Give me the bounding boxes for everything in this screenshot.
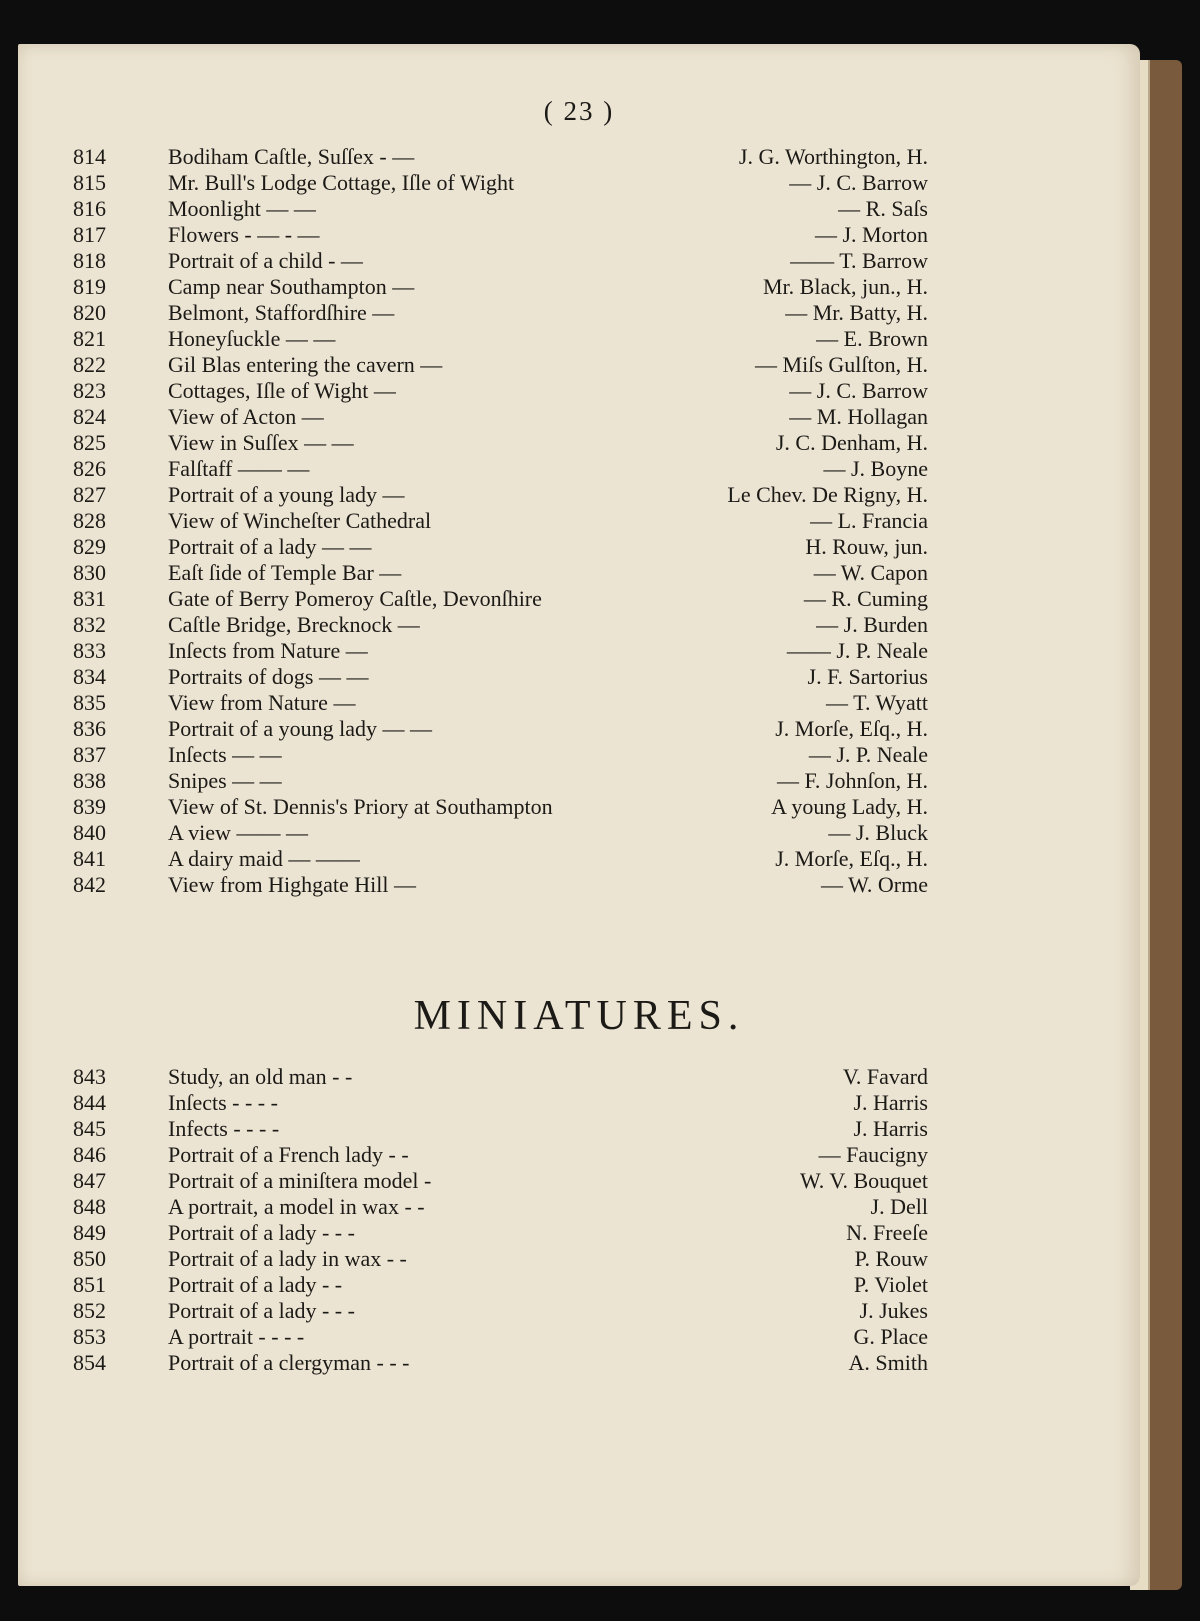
list-item — [73, 534, 928, 560]
entry-artist: — Mr. Batty, H. — [785, 300, 928, 325]
entry-title: Gil Blas entering the cavern — — [168, 352, 443, 377]
entry-number: 849 — [73, 1220, 106, 1245]
list-item — [73, 144, 928, 170]
entry-artist: J. F. Sartorius — [807, 664, 928, 689]
entry-number: 846 — [73, 1142, 106, 1167]
list-item — [73, 612, 928, 638]
entry-artist: — Miſs Gulſton, H. — [755, 352, 928, 377]
list-item — [73, 1194, 928, 1220]
entry-artist: — F. Johnſon, H. — [776, 768, 928, 793]
exhibition-list — [73, 144, 928, 898]
list-item — [73, 690, 928, 716]
entry-number: 819 — [73, 274, 106, 299]
list-item — [73, 508, 928, 534]
list-item — [73, 404, 928, 430]
entry-number: 829 — [73, 534, 106, 559]
list-item — [73, 222, 928, 248]
entry-number: 836 — [73, 716, 106, 741]
entry-number: 851 — [73, 1272, 106, 1297]
entry-title: Belmont, Staffordſhire — — [168, 300, 395, 325]
list-item — [73, 248, 928, 274]
entry-title: A view —— — — [168, 820, 308, 845]
entry-title: Portrait of a lady — — — [168, 534, 372, 559]
entry-artist: P. Violet — [853, 1272, 928, 1297]
entry-artist: V. Favard — [842, 1064, 928, 1089]
list-item — [73, 742, 928, 768]
entry-number: 824 — [73, 404, 106, 429]
list-item — [73, 456, 928, 482]
entry-title: A dairy maid — —— — [168, 846, 360, 871]
list-item — [73, 1064, 928, 1090]
entry-number: 828 — [73, 508, 106, 533]
list-item — [73, 664, 928, 690]
entry-artist: J. Dell — [870, 1194, 928, 1219]
entry-artist: — M. Hollagan — [789, 404, 928, 429]
list-item — [73, 378, 928, 404]
entry-title: Portrait of a lady - - - — [168, 1298, 355, 1323]
entry-title: Infects - - - - — [168, 1116, 280, 1141]
entry-number: 827 — [73, 482, 106, 507]
entry-number: 833 — [73, 638, 106, 663]
list-item — [73, 586, 928, 612]
entry-title: Portrait of a clergyman - - - — [168, 1350, 410, 1375]
list-item — [73, 716, 928, 742]
entry-number: 837 — [73, 742, 106, 767]
entry-title: Inſects from Nature — — [168, 638, 368, 663]
entry-title: View of St. Dennis's Priory at Southampton — [168, 794, 553, 819]
entry-artist: — J. C. Barrow — [789, 378, 928, 403]
entry-artist: — J. Boyne — [823, 456, 928, 481]
entry-title: Falſtaff —— — — [168, 456, 310, 481]
entry-artist: A young Lady, H. — [771, 794, 928, 819]
list-item — [73, 1272, 928, 1298]
entry-number: 820 — [73, 300, 106, 325]
entry-title: A portrait - - - - — [168, 1324, 305, 1349]
entry-title: Portrait of a lady in wax - - — [168, 1246, 407, 1271]
miniatures-list — [73, 1064, 928, 1376]
entry-number: 821 — [73, 326, 106, 351]
entry-title: Gate of Berry Pomeroy Caſtle, Devonſhire — [168, 586, 542, 611]
entry-artist: — W. Orme — [821, 872, 928, 897]
entry-artist: J. Morſe, Eſq., H. — [775, 716, 928, 741]
entry-title: Study, an old man - - — [168, 1064, 353, 1089]
entry-artist: J. Harris — [853, 1116, 928, 1141]
entry-artist: A. Smith — [848, 1350, 928, 1375]
entry-number: 844 — [73, 1090, 106, 1115]
entry-title: Camp near Southampton — — [168, 274, 415, 299]
entry-number: 845 — [73, 1116, 106, 1141]
entry-artist: —— J. P. Neale — [786, 638, 928, 663]
list-item — [73, 430, 928, 456]
entry-title: View from Highgate Hill — — [168, 872, 416, 897]
entry-number: 847 — [73, 1168, 106, 1193]
list-item — [73, 482, 928, 508]
entry-number: 834 — [73, 664, 106, 689]
entry-artist: J. Jukes — [859, 1298, 928, 1323]
entry-artist: Mr. Black, jun., H. — [763, 274, 928, 299]
entry-number: 815 — [73, 170, 106, 195]
entry-number: 840 — [73, 820, 106, 845]
entry-number: 814 — [73, 144, 106, 169]
list-item — [73, 196, 928, 222]
entry-artist: W. V. Bouquet — [800, 1168, 928, 1193]
entry-title: Mr. Bull's Lodge Cottage, Iſle of Wight — [168, 170, 515, 195]
entry-number: 822 — [73, 352, 106, 377]
entry-artist: — R. Saſs — [838, 196, 928, 221]
entry-artist: — J. Morton — [814, 222, 928, 247]
entry-artist: — W. Capon — [813, 560, 928, 585]
page-number: ( 23 ) — [543, 96, 615, 126]
entry-number: 852 — [73, 1298, 106, 1323]
list-item — [73, 872, 928, 898]
entry-number: 835 — [73, 690, 106, 715]
entry-artist: P. Rouw — [854, 1246, 928, 1271]
list-item — [73, 1220, 928, 1246]
entry-number: 853 — [73, 1324, 106, 1349]
list-item — [73, 560, 928, 586]
entry-artist: G. Place — [853, 1324, 928, 1349]
entry-number: 830 — [73, 560, 106, 585]
entry-title: Flowers - — - — — [168, 222, 320, 247]
entry-number: 850 — [73, 1246, 106, 1271]
entry-title: View from Nature — — [168, 690, 356, 715]
entry-title: Moonlight — — — [168, 196, 316, 221]
entry-artist: N. Freeſe — [846, 1220, 928, 1245]
entry-title: Portrait of a young lady — — [168, 482, 405, 507]
list-item — [73, 768, 928, 794]
entry-number: 854 — [73, 1350, 106, 1375]
entry-title: Portrait of a lady - - - — [168, 1220, 355, 1245]
entry-title: Bodiham Caſtle, Suſſex - — — [168, 144, 415, 169]
list-item — [73, 1298, 928, 1324]
list-item — [73, 1090, 928, 1116]
list-item — [73, 820, 928, 846]
entry-artist: —— T. Barrow — [790, 248, 928, 273]
list-item — [73, 1246, 928, 1272]
entry-number: 838 — [73, 768, 106, 793]
entry-title: Portrait of a lady - - — [168, 1272, 343, 1297]
entry-artist: J. Morſe, Eſq., H. — [775, 846, 928, 871]
entry-title: A portrait, a model in wax - - — [168, 1194, 425, 1219]
entry-artist: J. Harris — [853, 1090, 928, 1115]
list-item — [73, 300, 928, 326]
entry-artist: — J. C. Barrow — [789, 170, 928, 195]
entry-title: View in Suſſex — — — [168, 430, 354, 455]
list-item — [73, 638, 928, 664]
entry-title: Honeyſuckle — — — [168, 326, 336, 351]
entry-number: 832 — [73, 612, 106, 637]
entry-artist: — J. Burden — [816, 612, 928, 637]
entry-number: 818 — [73, 248, 106, 273]
entry-title: Cottages, Iſle of Wight — — [168, 378, 396, 403]
entry-number: 842 — [73, 872, 106, 897]
section-heading: MINIATURES. — [413, 993, 745, 1039]
entry-artist: — E. Brown — [816, 326, 928, 351]
entry-number: 826 — [73, 456, 106, 481]
list-item — [73, 326, 928, 352]
list-item — [73, 352, 928, 378]
entry-number: 817 — [73, 222, 106, 247]
list-item — [73, 1324, 928, 1350]
entry-title: Eaſt ſide of Temple Bar — — [168, 560, 402, 585]
entry-title: Portrait of a young lady — — — [168, 716, 432, 741]
entry-title: Portrait of a miniſtera model - — [168, 1168, 432, 1193]
entry-title: Portrait of a French lady - - — [168, 1142, 409, 1167]
entry-title: Inſects - - - - — [168, 1090, 278, 1115]
entry-artist: H. Rouw, jun. — [805, 534, 928, 559]
entry-number: 823 — [73, 378, 106, 403]
list-item — [73, 274, 928, 300]
entry-artist: — J. Bluck — [828, 820, 928, 845]
entry-title: View of Wincheſter Cathedral — [168, 508, 432, 533]
list-item — [73, 794, 928, 820]
entry-number: 839 — [73, 794, 106, 819]
entry-title: Portraits of dogs — — — [168, 664, 369, 689]
list-item — [73, 1142, 928, 1168]
list-item — [73, 1116, 928, 1142]
list-item — [73, 170, 928, 196]
entry-title: Portrait of a child - — — [168, 248, 363, 273]
entry-artist: Le Chev. De Rigny, H. — [727, 482, 928, 507]
entry-artist: — L. Francia — [810, 508, 928, 533]
entry-number: 841 — [73, 846, 106, 871]
list-item — [73, 1168, 928, 1194]
entry-title: Snipes — — — [168, 768, 282, 793]
entry-number: 831 — [73, 586, 106, 611]
entry-artist: J. G. Worthington, H. — [738, 144, 928, 169]
entry-number: 848 — [73, 1194, 106, 1219]
entry-artist: — R. Cuming — [803, 586, 928, 611]
entry-title: Inſects — — — [168, 742, 282, 767]
entry-number: 843 — [73, 1064, 106, 1089]
entry-artist: — T. Wyatt — [826, 690, 928, 715]
entry-title: View of Acton — — [168, 404, 324, 429]
entry-artist: J. C. Denham, H. — [775, 430, 928, 455]
list-item — [73, 1350, 928, 1376]
entry-artist: — J. P. Neale — [808, 742, 928, 767]
entry-title: Caſtle Bridge, Brecknock — — [168, 612, 420, 637]
list-item — [73, 846, 928, 872]
entry-number: 825 — [73, 430, 106, 455]
entry-artist: — Faucigny — [818, 1142, 928, 1167]
entry-number: 816 — [73, 196, 106, 221]
book-page — [18, 44, 1140, 1586]
